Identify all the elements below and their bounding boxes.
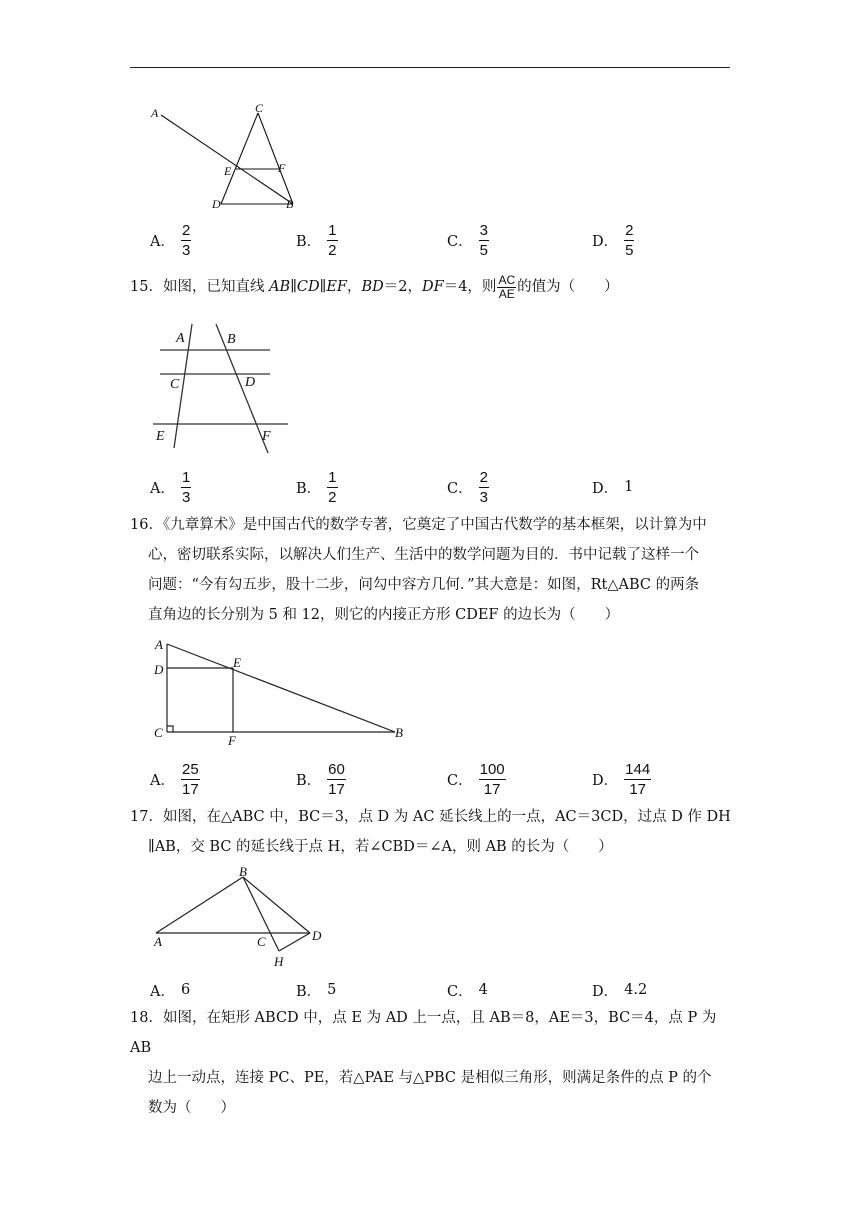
- figure-q14: [145, 100, 305, 215]
- option-fraction: [624, 222, 634, 259]
- option-letter: A．: [150, 233, 175, 250]
- q16-option-c[interactable]: [447, 757, 506, 801]
- q16-option-d[interactable]: [592, 757, 651, 801]
- option-value: 6: [180, 982, 191, 998]
- q15-option-c[interactable]: [447, 465, 489, 509]
- option-letter: D．: [592, 772, 619, 789]
- fig17-label-d: D: [312, 928, 322, 943]
- header-rule: [130, 67, 730, 68]
- option-letter: B．: [296, 772, 322, 789]
- option-fraction: [327, 469, 337, 506]
- option-fraction: [181, 761, 200, 798]
- fig16-label-e: E: [233, 655, 241, 670]
- question-text: ＝2，: [383, 279, 423, 295]
- fraction-numerator: 1: [328, 221, 337, 239]
- fig14-label-f: F: [278, 161, 286, 175]
- option-fraction: [479, 469, 489, 506]
- option-value: 1: [624, 479, 634, 495]
- fraction-numerator: 25: [181, 760, 199, 778]
- fig15-label-f: F: [262, 429, 271, 444]
- fraction-denominator: 3: [181, 488, 191, 506]
- option-fraction: [181, 222, 191, 259]
- fraction-numerator: 100: [479, 760, 505, 778]
- option-fraction: [327, 222, 337, 259]
- math-var: EF: [326, 279, 347, 295]
- fraction-denominator: 17: [328, 780, 345, 798]
- fraction-denominator: 3: [181, 241, 191, 259]
- fig17-label-a: A: [154, 934, 162, 949]
- q14-option-b[interactable]: [296, 218, 338, 262]
- q15-option-d[interactable]: [592, 465, 633, 509]
- fig14-label-e: E: [224, 164, 232, 178]
- question-text: 如图，已知直线: [162, 279, 270, 295]
- fraction-numerator: 2: [181, 221, 191, 239]
- q16-option-b[interactable]: [296, 757, 346, 801]
- q16-option-a[interactable]: [150, 757, 200, 801]
- question-18: [130, 1003, 736, 1123]
- fraction-denominator: 17: [483, 780, 501, 798]
- fig17-label-c: C: [257, 934, 266, 949]
- option-value: 4.2: [624, 982, 648, 998]
- figure-q17-svg: [150, 864, 335, 974]
- fraction-denominator: 17: [181, 780, 199, 798]
- figure-q17: [150, 864, 335, 974]
- fraction-denominator: 5: [479, 241, 488, 259]
- fraction-numerator: 3: [479, 221, 488, 239]
- fraction-numerator: 144: [625, 760, 651, 778]
- option-letter: A．: [150, 983, 175, 1000]
- option-letter: D．: [592, 233, 619, 250]
- math-var: DF: [422, 279, 444, 295]
- fig16-label-f: F: [228, 733, 236, 748]
- question-line: 18．如图，在矩形 ABCD 中，点 E 为 AD 上一点，且 AB＝8，AE＝3，BC＝4，点 P 为 AB: [130, 1010, 717, 1056]
- question-line: 边上一动点，连接 PC、PE，若△PAE 与△PBC 是相似三角形，则满足条件的点 P 的个: [148, 1070, 712, 1086]
- fraction-denominator: AE: [498, 286, 515, 301]
- fig14-label-c: C: [255, 101, 264, 115]
- inline-fraction: [497, 274, 516, 301]
- q16-options: [150, 757, 750, 801]
- fig16-label-b: B: [395, 725, 403, 740]
- parallel-symbol: ∥: [319, 279, 327, 295]
- math-var: CD: [296, 279, 320, 295]
- fig15-label-b: B: [227, 332, 236, 347]
- q14-option-d[interactable]: [592, 218, 634, 262]
- fig17-label-h: H: [274, 954, 284, 969]
- fraction-denominator: 2: [328, 488, 337, 506]
- fig15-label-c: C: [170, 377, 180, 392]
- question-line: 数为（ ）: [148, 1100, 235, 1116]
- figure-q15: [150, 318, 295, 458]
- option-letter: A．: [150, 772, 175, 789]
- option-letter: B．: [296, 480, 322, 497]
- fig16-label-d: D: [154, 662, 164, 677]
- question-line: 16．《九章算术》是中国古代的数学专著，它奠定了中国古代数学的基本框架，以计算为中: [130, 517, 707, 533]
- fig14-label-d: D: [212, 197, 221, 211]
- option-letter: C．: [447, 480, 473, 497]
- figure-q15-svg: [150, 318, 295, 458]
- fraction-numerator: AC: [498, 272, 516, 287]
- fraction-denominator: 3: [479, 488, 488, 506]
- question-line: 17．如图，在△ABC 中，BC＝3，点 D 为 AC 延长线上的一点，AC＝3CD，过点 D 作 DH: [130, 809, 731, 825]
- fraction-numerator: 1: [181, 468, 191, 486]
- question-text: ，: [347, 279, 362, 295]
- option-letter: C．: [447, 233, 473, 250]
- question-17: [130, 802, 736, 862]
- question-16: [130, 510, 736, 630]
- figure-q14-svg: [145, 100, 305, 215]
- question-number: 15．: [130, 279, 163, 295]
- figure-q16: [150, 636, 415, 746]
- parallel-symbol: ∥: [290, 279, 297, 295]
- fig16-label-c: C: [154, 725, 163, 740]
- q14-options: [150, 218, 750, 262]
- option-fraction: [479, 761, 506, 798]
- q15-option-a[interactable]: [150, 465, 191, 509]
- fig16-label-a: A: [155, 637, 163, 652]
- question-line: 直角边的长分别为 5 和 12，则它的内接正方形 CDEF 的边长为（ ）: [148, 607, 620, 623]
- option-fraction: [479, 222, 489, 259]
- option-letter: C．: [447, 983, 473, 1000]
- figure-q16-svg: [150, 636, 415, 746]
- fig14-label-b: B: [286, 197, 294, 211]
- fig17-label-b: B: [239, 864, 247, 879]
- fig15-label-d: D: [245, 375, 256, 390]
- q14-option-a[interactable]: [150, 218, 191, 262]
- math-var: BD: [361, 279, 384, 295]
- option-fraction: [327, 761, 346, 798]
- fig15-label-a: A: [176, 331, 185, 346]
- fraction-denominator: 5: [625, 241, 634, 259]
- q14-option-c[interactable]: [447, 218, 489, 262]
- fraction-numerator: 1: [328, 468, 337, 486]
- question-line: ∥AB，交 BC 的延长线于点 H，若∠CBD＝∠A，则 AB 的长为（ ）: [148, 839, 613, 855]
- option-letter: A．: [150, 480, 175, 497]
- fraction-denominator: 17: [629, 780, 646, 798]
- q15-options: [150, 465, 750, 509]
- option-value: 4: [478, 982, 488, 998]
- option-letter: D．: [592, 983, 619, 1000]
- question-text: ＝4，则: [443, 279, 497, 295]
- option-letter: B．: [296, 983, 322, 1000]
- option-value: 5: [327, 982, 337, 998]
- fraction-numerator: 2: [479, 468, 488, 486]
- question-line: 问题：“今有勾五步，股十二步，问勾中容方几何．”其大意是：如图，Rt△ABC 的两条: [148, 577, 700, 593]
- question-text: 的值为（ ）: [517, 279, 619, 295]
- q15-option-b[interactable]: [296, 465, 338, 509]
- option-fraction: [624, 761, 651, 798]
- question-line: 心，密切联系实际，以解决人们生产、生活中的数学问题为目的．书中记载了这样一个: [148, 547, 699, 563]
- fraction-denominator: 2: [328, 241, 337, 259]
- fraction-numerator: 2: [625, 221, 634, 239]
- question-15: [130, 272, 736, 302]
- option-letter: B．: [296, 233, 322, 250]
- option-fraction: [181, 469, 191, 506]
- fig15-label-e: E: [156, 429, 165, 444]
- option-letter: C．: [447, 772, 473, 789]
- math-var: AB: [269, 279, 291, 295]
- option-letter: D．: [592, 480, 619, 497]
- fraction-numerator: 60: [328, 760, 345, 778]
- fig14-label-a: A: [151, 106, 159, 120]
